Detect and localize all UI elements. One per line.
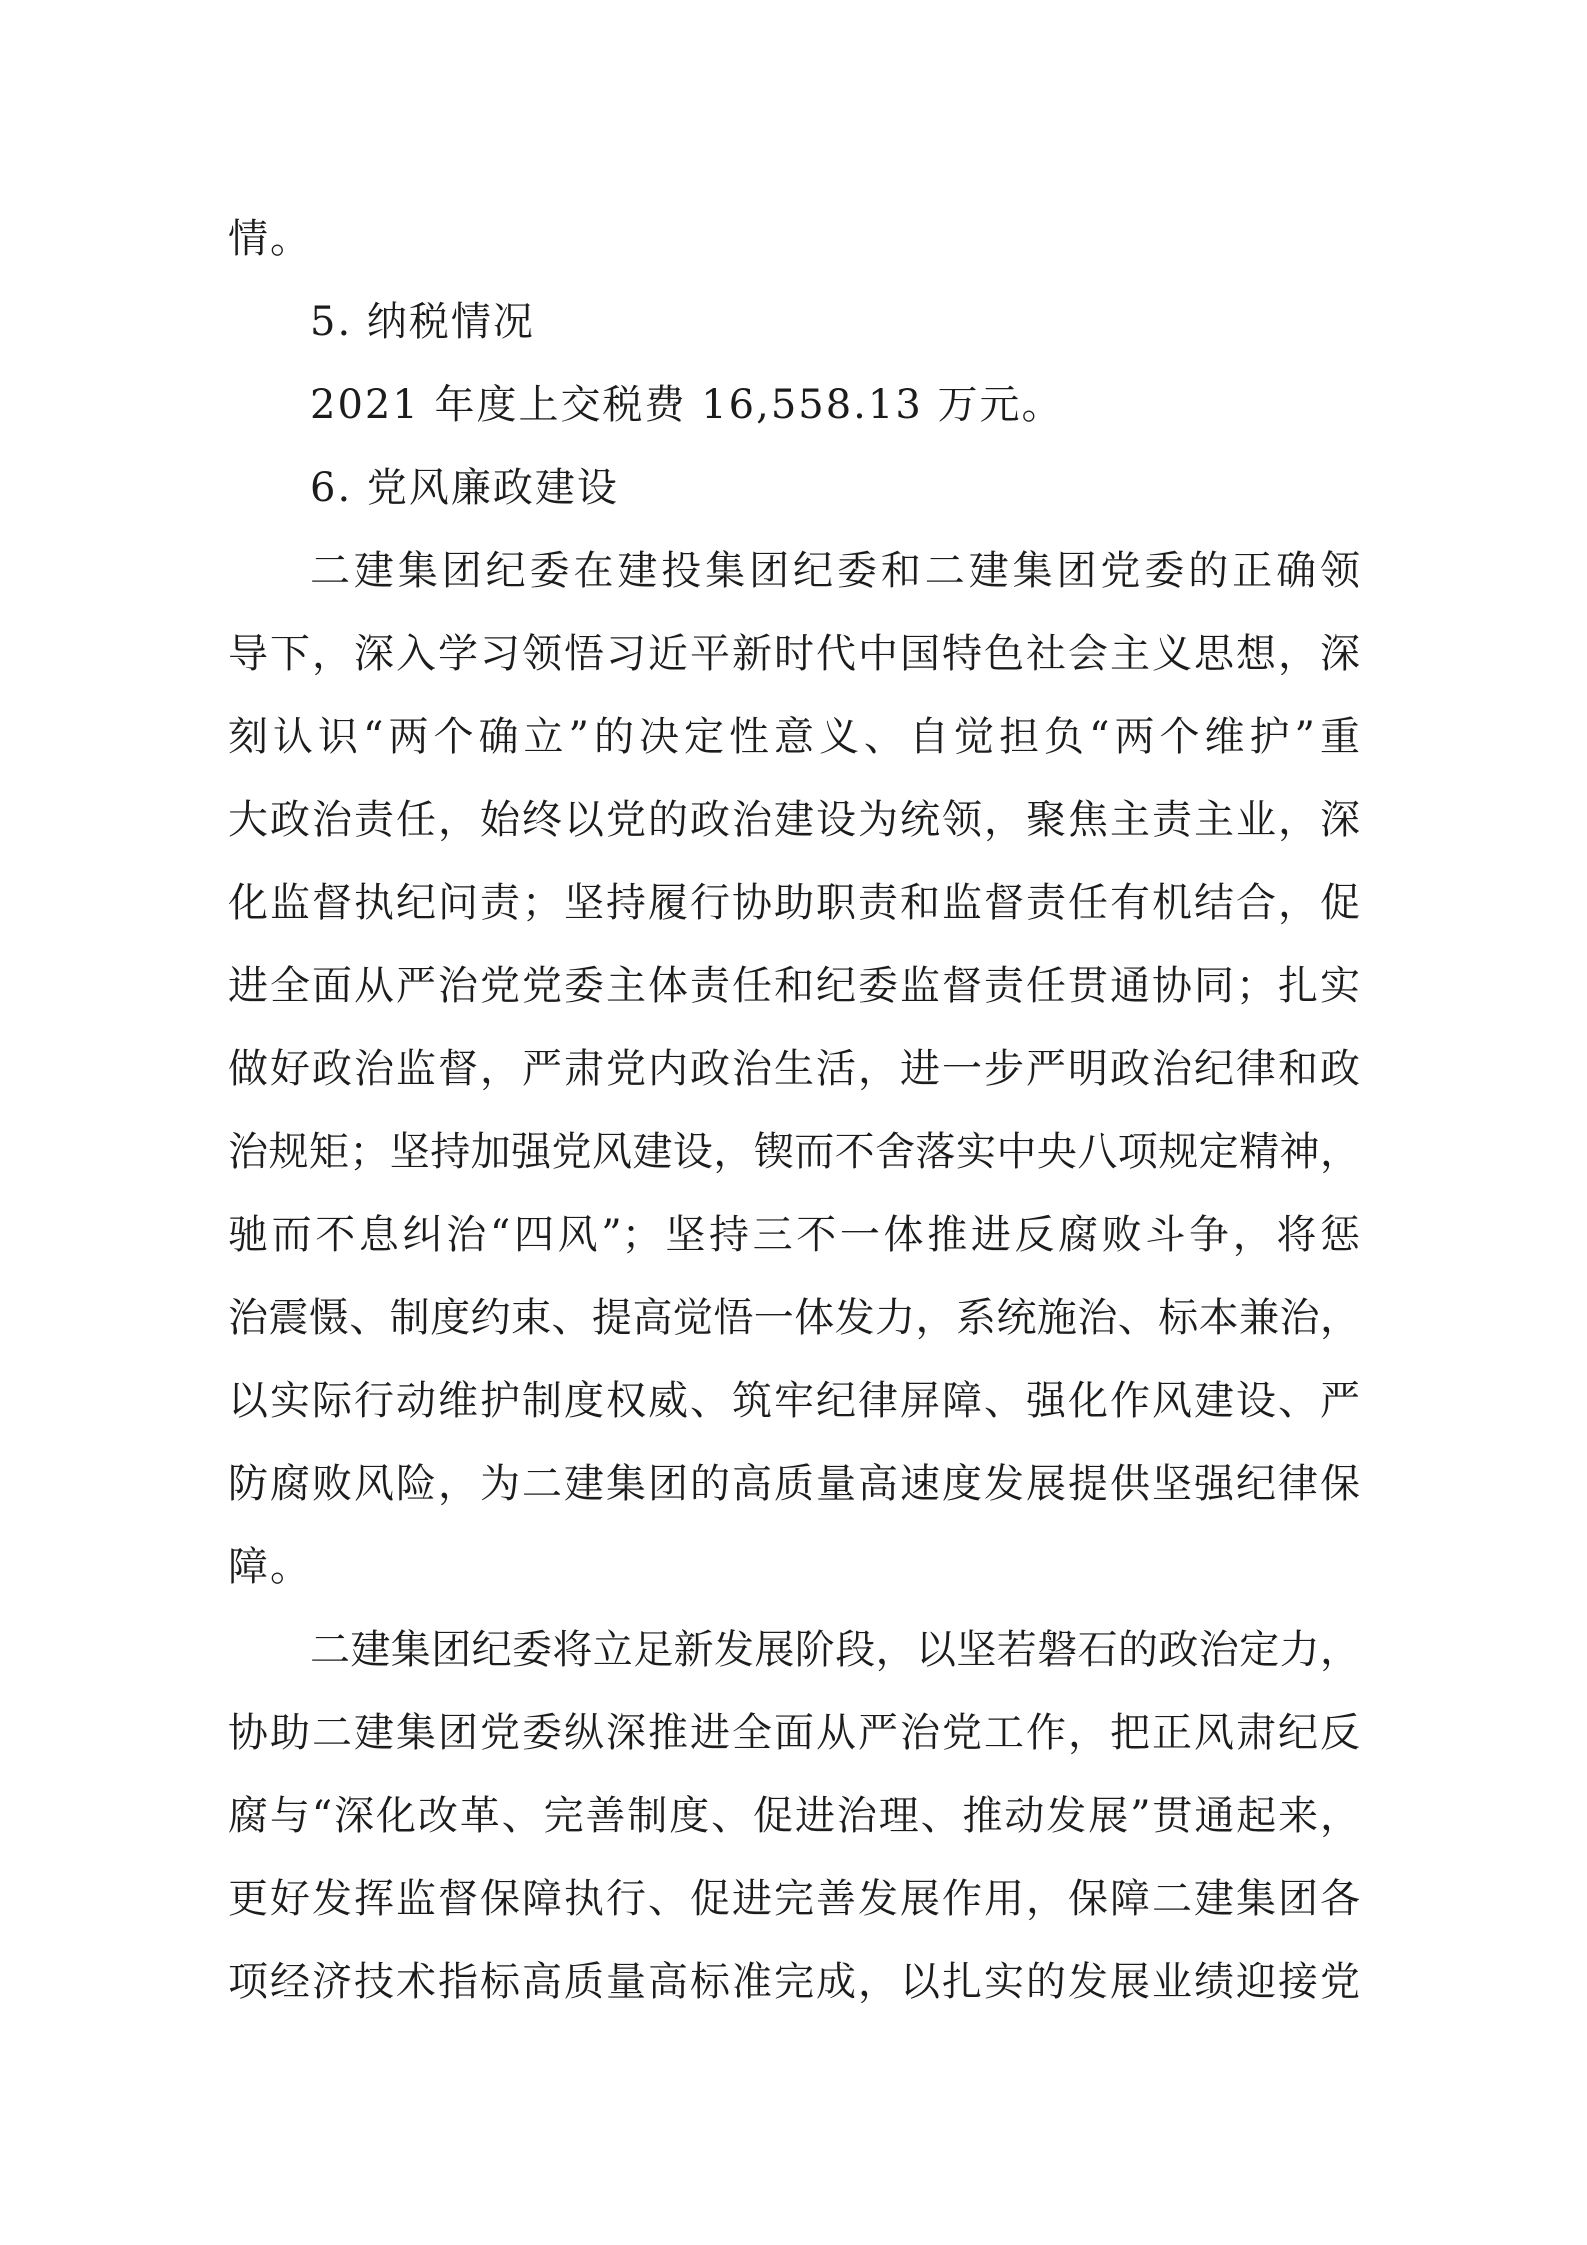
text-line: 协助二建集团党委纵深推进全面从严治党工作，把正风肃纪反 xyxy=(228,1710,1360,1756)
text-line: 治规矩；坚持加强党风建设，锲而不舍落实中央八项规定精神， xyxy=(228,1129,1360,1175)
text-line: 项经济技术指标高质量高标准完成，以扎实的发展业绩迎接党 xyxy=(228,1959,1360,2005)
text-line: 更好发挥监督保障执行、促进完善发展作用，保障二建集团各 xyxy=(228,1876,1360,1922)
text-line: 二建集团纪委将立足新发展阶段，以坚若磐石的政治定力， xyxy=(310,1627,1360,1673)
text-line: 障。 xyxy=(228,1544,312,1590)
text-line: 大政治责任，始终以党的政治建设为统领，聚焦主责主业，深 xyxy=(228,797,1360,843)
text-line: 6. 党风廉政建设 xyxy=(310,465,619,511)
text-line: 腐与“深化改革、完善制度、促进治理、推动发展”贯通起来， xyxy=(228,1793,1360,1839)
text-line: 以实际行动维护制度权威、筑牢纪律屏障、强化作风建设、严 xyxy=(228,1378,1360,1424)
text-line: 导下，深入学习领悟习近平新时代中国特色社会主义思想，深 xyxy=(228,631,1360,677)
text-line: 防腐败风险，为二建集团的高质量高速度发展提供坚强纪律保 xyxy=(228,1461,1360,1507)
text-line: 刻认识“两个确立”的决定性意义、自觉担负“两个维护”重 xyxy=(228,714,1360,760)
text-line: 驰而不息纠治“四风”；坚持三不一体推进反腐败斗争，将惩 xyxy=(228,1212,1360,1258)
text-line: 化监督执纪问责；坚持履行协助职责和监督责任有机结合，促 xyxy=(228,880,1360,926)
text-line: 进全面从严治党党委主体责任和纪委监督责任贯通协同；扎实 xyxy=(228,963,1360,1009)
text-line: 做好政治监督，严肃党内政治生活，进一步严明政治纪律和政 xyxy=(228,1046,1360,1092)
document-body xyxy=(228,198,1360,2024)
text-line: 2021 年度上交税费 16,558.13 万元。 xyxy=(310,382,1064,428)
text-line: 治震慑、制度约束、提高觉悟一体发力，系统施治、标本兼治， xyxy=(228,1295,1360,1341)
text-line: 5. 纳税情况 xyxy=(310,299,535,345)
text-line: 二建集团纪委在建投集团纪委和二建集团党委的正确领 xyxy=(310,548,1360,594)
text-line: 情。 xyxy=(228,216,312,262)
